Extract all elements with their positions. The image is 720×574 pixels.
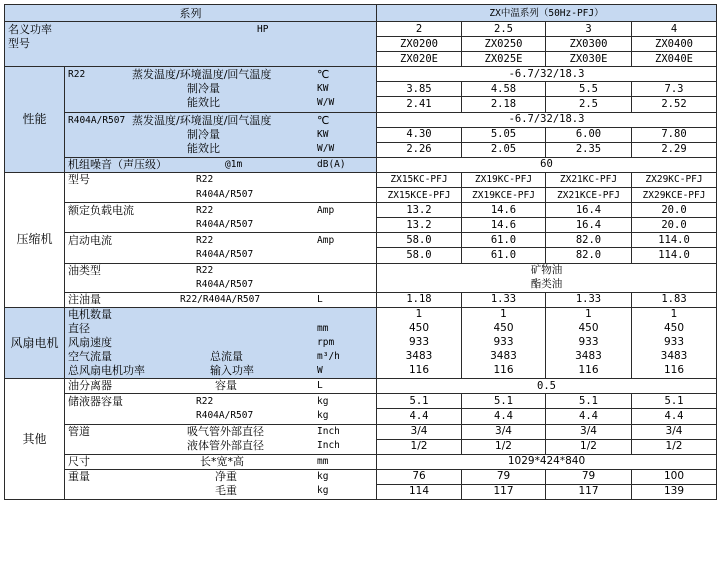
rated-current-r22: R22	[196, 204, 214, 216]
fan-speed-label: 风扇速度	[68, 335, 112, 349]
perf-r404-condition-row	[5, 112, 717, 127]
perf-r22-capacity-value: 7.3	[632, 82, 717, 97]
fan-airflow-sub: 总流量	[210, 350, 243, 364]
fan-value: 3483	[490, 350, 517, 363]
fan-value: 1	[585, 307, 592, 320]
weight-net-row	[5, 469, 717, 484]
pipe-suction-label: 吸气管外部直径	[187, 425, 264, 439]
comp-model-r22: R22	[196, 174, 214, 186]
start-current-r22-row	[5, 233, 717, 248]
others-category: 其他	[5, 379, 65, 500]
receiver-r22-row	[5, 394, 717, 409]
comp-model-r22-value: ZX29KC-PFJ	[632, 172, 717, 187]
perf-r404-capacity-value: 7.80	[632, 127, 717, 142]
perf-r22-refrigerant: R22	[68, 69, 86, 81]
perf-r22-condition-row	[5, 67, 717, 82]
start-current-label: 启动电流	[68, 233, 112, 247]
start-current-r22-value: 61.0	[462, 233, 546, 248]
receiver-r404: R404A/R507	[196, 409, 254, 421]
oil-type-r22-row	[5, 263, 717, 278]
comp-model-r404-value: ZX29KCE-PFJ	[632, 188, 717, 203]
fan-airflow-label: 空气流量	[68, 350, 112, 364]
fan-diameter-label: 直径	[68, 321, 90, 335]
pipe-suction-value: 3/4	[377, 424, 462, 439]
oil-type-r404-value: 酯类油	[377, 278, 717, 293]
oil-charge-unit: L	[317, 293, 323, 305]
model-a-value: ZX0250	[462, 37, 546, 52]
receiver-label-cell	[65, 394, 377, 424]
receiver-r22-value: 5.1	[462, 394, 546, 409]
receiver-r404-value: 4.4	[377, 409, 462, 424]
fan-value: 933	[663, 335, 685, 348]
perf-r22-cop-value: 2.41	[377, 97, 462, 112]
weight-net-value: 79	[462, 469, 546, 484]
oil-type-r22: R22	[196, 264, 214, 276]
pipe-liquid-value: 1/2	[377, 439, 462, 454]
size-row	[5, 454, 717, 469]
perf-r404-label-cell	[65, 112, 377, 157]
weight-net-value: 76	[377, 469, 462, 484]
start-current-r404-value: 58.0	[377, 248, 462, 263]
perf-r404-cop-value: 2.29	[632, 142, 717, 157]
receiver-r404-value: 4.4	[546, 409, 632, 424]
rated-current-r22-value: 20.0	[632, 203, 717, 218]
comp-model-r22-value: ZX21KC-PFJ	[546, 172, 632, 187]
series-label: 系列	[5, 5, 377, 22]
oil-charge-row	[5, 292, 717, 307]
size-unit: mm	[317, 455, 329, 467]
weight-label-cell	[65, 469, 377, 499]
noise-value: 60	[377, 157, 717, 172]
oil-type-r22-value: 矿物油	[377, 263, 717, 278]
fan-value: 450	[663, 321, 685, 334]
size-sub: 长*宽*高	[200, 454, 244, 468]
fan-power-unit: W	[317, 365, 323, 377]
oil-type-label-cell	[65, 263, 377, 292]
fan-value: 3483	[660, 350, 688, 363]
rated-current-r22-value: 14.6	[462, 203, 546, 218]
fan-value: 450	[578, 321, 599, 334]
comp-model-r404: R404A/R507	[196, 188, 254, 200]
comp-model-r404-value: ZX19KCE-PFJ	[462, 188, 546, 203]
fan-value: 933	[408, 335, 430, 348]
weight-gross-value: 139	[632, 484, 717, 499]
weight-net-value: 100	[632, 469, 717, 484]
perf-r404-cop-value: 2.05	[462, 142, 546, 157]
fan-value: 450	[408, 321, 430, 334]
nominal-power-label-cell	[5, 22, 377, 67]
model-b-value: ZX040E	[632, 52, 717, 67]
perf-r404-capacity-value: 4.30	[377, 127, 462, 142]
hp-value: 2.5	[462, 22, 546, 37]
hp-value: 4	[632, 22, 717, 37]
spec-table	[4, 4, 717, 500]
oil-type-r404: R404A/R507	[196, 278, 254, 290]
size-label-cell	[65, 454, 377, 469]
start-current-r404-value: 61.0	[462, 248, 546, 263]
fan-value: 1	[500, 307, 507, 320]
receiver-r22: R22	[196, 395, 214, 407]
pipe-suction-value: 3/4	[546, 424, 632, 439]
model-b-value: ZX020E	[377, 52, 462, 67]
weight-unit-2: kg	[317, 485, 329, 497]
compressor-category: 压缩机	[5, 172, 65, 307]
pipe-liquid-label: 液体管外部直径	[187, 439, 264, 453]
pipe-suction-row	[5, 424, 717, 439]
perf-r404-temp-unit: ℃	[317, 113, 330, 127]
pipe-label: 管道	[68, 425, 90, 439]
rated-current-label-cell	[65, 203, 377, 233]
pipe-unit-2: Inch	[317, 440, 340, 452]
rated-current-label: 额定负载电流	[68, 203, 134, 217]
perf-r22-capacity-value: 4.58	[462, 82, 546, 97]
performance-category: 性能	[5, 67, 65, 173]
hp-unit: HP	[257, 24, 269, 35]
separator-label-cell	[65, 379, 377, 394]
perf-r404-capacity-unit: KW	[317, 128, 329, 140]
rated-current-r404: R404A/R507	[196, 218, 254, 230]
rated-current-r22-row	[5, 203, 717, 218]
fan-values-col	[632, 307, 717, 378]
model-b-value: ZX025E	[462, 52, 546, 67]
nominal-power-label: 名义功率	[8, 23, 52, 36]
separator-unit: L	[317, 380, 323, 392]
rated-current-r22-value: 16.4	[546, 203, 632, 218]
hp-value: 2	[377, 22, 462, 37]
separator-value: 0.5	[377, 379, 717, 394]
fan-label-cell	[65, 307, 377, 378]
comp-model-r404-value: ZX15KCE-PFJ	[377, 188, 462, 203]
fan-speed-unit: rpm	[317, 336, 335, 348]
size-value: 1029*424*840	[377, 454, 717, 469]
model-a-value: ZX0400	[632, 37, 717, 52]
noise-row	[5, 157, 717, 172]
oil-charge-label-cell	[65, 292, 377, 307]
pipe-liquid-value: 1/2	[632, 439, 717, 454]
oil-charge-label: 注油量	[68, 292, 101, 306]
perf-r404-cop-value: 2.35	[546, 142, 632, 157]
model-a-value: ZX0300	[546, 37, 632, 52]
weight-gross-value: 117	[546, 484, 632, 499]
noise-label: 机组噪音（声压级）	[68, 157, 167, 171]
perf-r404-capacity-value: 6.00	[546, 127, 632, 142]
receiver-r404-value: 4.4	[462, 409, 546, 424]
rated-current-r404-value: 16.4	[546, 218, 632, 233]
weight-gross-value: 117	[462, 484, 546, 499]
comp-model-label-cell	[65, 172, 377, 202]
receiver-unit: kg	[317, 395, 329, 407]
perf-r22-cop-label: 能效比	[187, 96, 220, 110]
weight-net-label: 净重	[215, 470, 237, 484]
perf-r22-condition-value: -6.7/32/18.3	[377, 67, 717, 82]
receiver-r22-value: 5.1	[546, 394, 632, 409]
fan-value: 1	[670, 307, 678, 320]
perf-r22-capacity-unit: KW	[317, 83, 329, 95]
perf-r404-condition-label: 蒸发温度/环境温度/回气温度	[132, 113, 272, 127]
perf-r22-condition-label: 蒸发温度/环境温度/回气温度	[132, 68, 272, 82]
perf-r404-cop-unit: W/W	[317, 142, 335, 154]
comp-model-r22-value: ZX15KC-PFJ	[377, 172, 462, 187]
fan-values-col	[377, 307, 462, 378]
fan-values-col	[462, 307, 546, 378]
oil-charge-value: 1.33	[462, 292, 546, 307]
pipe-suction-value: 3/4	[632, 424, 717, 439]
start-current-r404-value: 114.0	[632, 248, 717, 263]
comp-model-r404-value: ZX21KCE-PFJ	[546, 188, 632, 203]
perf-r404-cop-value: 2.26	[377, 142, 462, 157]
weight-unit: kg	[317, 471, 329, 483]
fan-value: 116	[408, 364, 430, 377]
separator-label: 油分离器	[68, 379, 112, 393]
perf-r404-capacity-value: 5.05	[462, 127, 546, 142]
perf-r22-cop-unit: W/W	[317, 97, 335, 109]
start-current-r22-value: 58.0	[377, 233, 462, 248]
perf-r404-cop-label: 能效比	[187, 141, 220, 155]
perf-r22-cop-value: 2.52	[632, 97, 717, 112]
pipe-label-cell	[65, 424, 377, 454]
fan-value: 3483	[575, 350, 602, 363]
fan-value: 3483	[405, 350, 433, 363]
fan-value: 116	[493, 364, 514, 377]
size-label: 尺寸	[68, 454, 90, 468]
start-current-label-cell	[65, 233, 377, 263]
receiver-r22-value: 5.1	[377, 394, 462, 409]
oil-charge-value: 1.83	[632, 292, 717, 307]
perf-r22-capacity-label: 制冷量	[187, 82, 220, 96]
oil-type-label: 油类型	[68, 263, 101, 277]
fan-power-label: 总风扇电机功率	[68, 364, 145, 378]
rated-current-r404-value: 13.2	[377, 218, 462, 233]
perf-r22-cop-value: 2.18	[462, 97, 546, 112]
receiver-unit-2: kg	[317, 409, 329, 421]
header-row	[5, 5, 717, 22]
fan-value: 933	[493, 335, 514, 348]
oil-charge-value: 1.18	[377, 292, 462, 307]
receiver-r22-value: 5.1	[632, 394, 717, 409]
weight-label: 重量	[68, 470, 90, 484]
model-a-value: ZX0200	[377, 37, 462, 52]
hp-value: 3	[546, 22, 632, 37]
pipe-suction-value: 3/4	[462, 424, 546, 439]
comp-model-label: 型号	[68, 173, 90, 187]
nominal-power-row	[5, 22, 717, 37]
noise-label-cell	[65, 157, 377, 172]
rated-current-r404-value: 20.0	[632, 218, 717, 233]
rated-current-r404-value: 14.6	[462, 218, 546, 233]
model-b-value: ZX030E	[546, 52, 632, 67]
comp-model-r22-row	[5, 172, 717, 187]
perf-r22-label-cell	[65, 67, 377, 112]
fan-airflow-unit: m³/h	[317, 351, 340, 363]
separator-sub: 容量	[215, 379, 237, 393]
receiver-r404-value: 4.4	[632, 409, 717, 424]
noise-distance: @1m	[225, 158, 243, 170]
fan-power-sub: 输入功率	[210, 364, 254, 378]
perf-r404-refrigerant: R404A/R507	[68, 114, 126, 126]
perf-r404-capacity-label: 制冷量	[187, 127, 220, 141]
fan-values-col	[546, 307, 632, 378]
model-label: 型号	[8, 37, 30, 51]
rated-current-unit: Amp	[317, 204, 335, 216]
fan-value: 450	[493, 321, 514, 334]
perf-r22-capacity-value: 5.5	[546, 82, 632, 97]
fan-category: 风扇电机	[5, 307, 65, 378]
pipe-unit: Inch	[317, 426, 340, 438]
comp-model-r22-value: ZX19KC-PFJ	[462, 172, 546, 187]
oil-charge-refrigerants: R22/R404A/R507	[180, 293, 261, 305]
fan-diameter-unit: mm	[317, 322, 329, 334]
pipe-liquid-value: 1/2	[546, 439, 632, 454]
receiver-label: 储液器容量	[68, 394, 123, 408]
fan-value: 933	[578, 335, 599, 348]
start-current-r22-value: 82.0	[546, 233, 632, 248]
start-current-r22: R22	[196, 234, 214, 246]
fan-value: 1	[415, 307, 423, 320]
start-current-r404: R404A/R507	[196, 248, 254, 260]
rated-current-r22-value: 13.2	[377, 203, 462, 218]
start-current-r22-value: 114.0	[632, 233, 717, 248]
weight-gross-label: 毛重	[215, 484, 237, 498]
fan-value: 116	[578, 364, 599, 377]
fan-motor-count-label: 电机数量	[68, 307, 112, 321]
noise-unit: dB(A)	[317, 158, 346, 170]
weight-net-value: 79	[546, 469, 632, 484]
perf-r404-condition-value: -6.7/32/18.3	[377, 112, 717, 127]
start-current-unit: Amp	[317, 234, 335, 246]
perf-r22-cop-value: 2.5	[546, 97, 632, 112]
perf-r22-capacity-value: 3.85	[377, 82, 462, 97]
perf-r22-temp-unit: ℃	[317, 68, 330, 82]
separator-row	[5, 379, 717, 394]
pipe-liquid-value: 1/2	[462, 439, 546, 454]
zx-series-title: ZX中温系列（50Hz-PFJ）	[377, 5, 717, 22]
weight-gross-value: 114	[377, 484, 462, 499]
oil-charge-value: 1.33	[546, 292, 632, 307]
start-current-r404-value: 82.0	[546, 248, 632, 263]
fan-value: 116	[663, 364, 685, 377]
